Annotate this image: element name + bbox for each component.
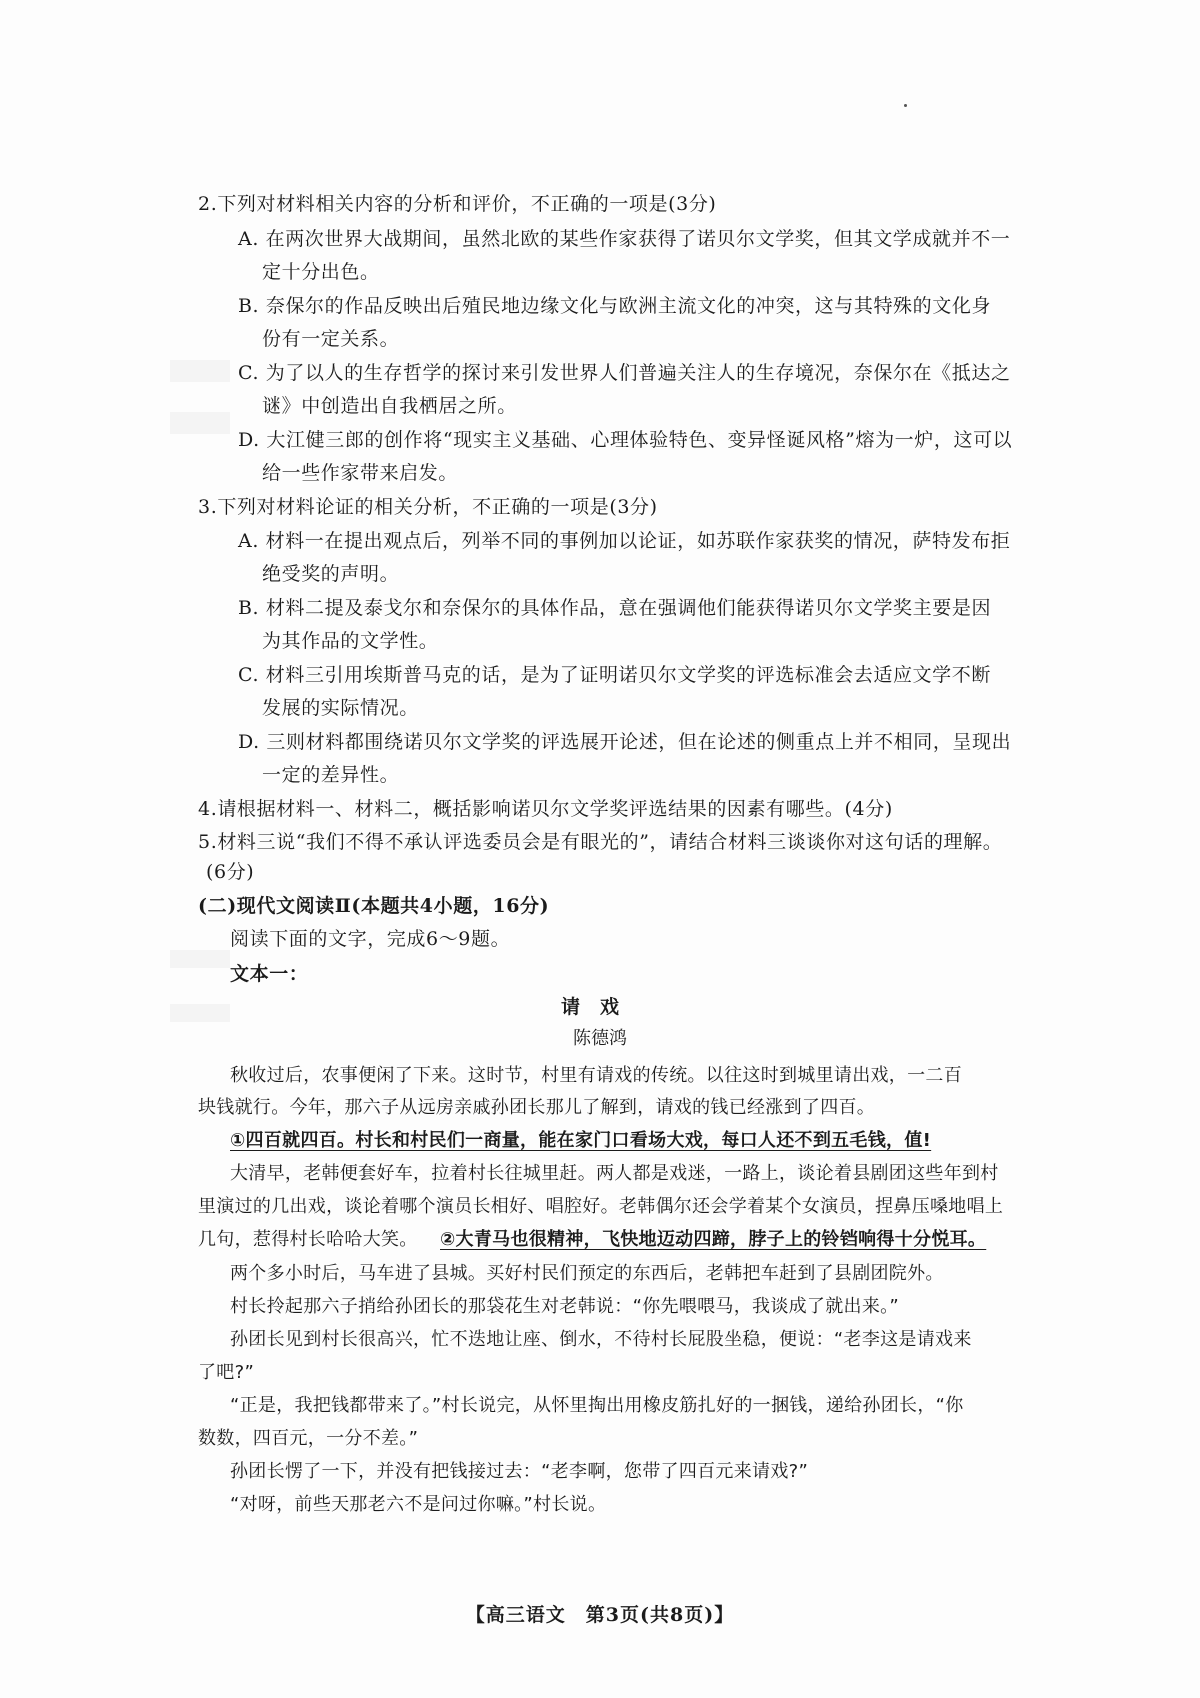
- question-2-option-c-cont: 谜》中创造出自我栖居之所。: [262, 395, 517, 417]
- question-2-option-a-cont: 定十分出色。: [262, 261, 380, 283]
- story-line: “对呀，前些天那老六不是问过你嘛。”村长说。: [230, 1494, 607, 1515]
- question-3-option-d: D. 三则材料都围绕诺贝尔文学奖的评选展开论述，但在论述的侧重点上并不相同，呈现出: [238, 731, 1012, 753]
- story-line: 秋收过后，农事便闲了下来。这时节，村里有请戏的传统。以往这时到城里请出戏，一二百: [230, 1065, 962, 1086]
- question-2-option-d: D. 大江健三郎的创作将“现实主义基础、心理体验特色、变异怪诞风格”熔为一炉，这可以: [238, 429, 1013, 451]
- story-underlined-sentence-1: ①四百就四百。村长和村民们一商量，能在家门口看场大戏，每口人还不到五毛钱，值!: [230, 1130, 932, 1151]
- question-2-option-c: C. 为了以人的生存哲学的探讨来引发世界人们普遍关注人的生存境况，奈保尔在《抵达之: [238, 362, 1011, 384]
- text-one-label: 文本一：: [230, 963, 309, 985]
- story-line: 块钱就行。今年，那六子从远房亲戚孙团长那儿了解到，请戏的钱已经涨到了四百。: [198, 1097, 876, 1118]
- story-line: 大清早，老韩便套好车，拉着村长往城里赶。两人都是戏迷，一路上，谈论着县剧团这些年到村: [230, 1163, 999, 1184]
- question-3-option-d-cont: 一定的差异性。: [262, 764, 400, 786]
- question-2-option-a: A. 在两次世界大战期间，虽然北欧的某些作家获得了诺贝尔文学奖，但其文学成就并不一: [238, 228, 1011, 250]
- story-line: 两个多小时后，马车进了县城。买好村民们预定的东西后，老韩把车赶到了县剧团院外。: [230, 1263, 944, 1284]
- question-2-option-d-cont: 给一些作家带来启发。: [262, 462, 459, 484]
- page-footer: 【高三语文 第3页(共8页)】: [465, 1604, 735, 1626]
- section-heading: (二)现代文阅读Ⅱ(本题共4小题，16分): [198, 895, 550, 917]
- question-4: 4.请根据材料一、材料二，概括影响诺贝尔文学奖评选结果的因素有哪些。(4分): [198, 798, 893, 820]
- scan-smudge: [170, 950, 230, 968]
- question-2-stem: 2.下列对材料相关内容的分析和评价，不正确的一项是(3分): [198, 193, 717, 215]
- story-line: 数数，四百元，一分不差。”: [198, 1428, 419, 1449]
- story-line: 村长拎起那六子捎给孙团长的那袋花生对老韩说：“你先喂喂马，我谈成了就出来。”: [230, 1296, 900, 1317]
- question-3-option-a: A. 材料一在提出观点后，列举不同的事例加以论证，如苏联作家获奖的情况，萨特发布拒: [238, 530, 1011, 552]
- story-line: “正是，我把钱都带来了。”村长说完，从怀里掏出用橡皮筋扎好的一捆钱，递给孙团长，“你: [230, 1395, 964, 1416]
- scan-smudge: [170, 412, 230, 434]
- section-instruction: 阅读下面的文字，完成6～9题。: [230, 928, 511, 950]
- scan-smudge: [170, 1004, 230, 1022]
- story-underlined-sentence-2: ②大青马也很精神，飞快地迈动四蹄，脖子上的铃铛响得十分悦耳。: [440, 1229, 987, 1250]
- story-line: 几句，惹得村长哈哈大笑。: [198, 1229, 418, 1250]
- scan-smudge: [170, 360, 230, 382]
- story-line: 里演过的几出戏，谈论着哪个演员长相好、唱腔好。老韩偶尔还会学着某个女演员，捏鼻压嗓地唱上: [198, 1196, 1004, 1217]
- scan-speck: [904, 104, 907, 107]
- question-5-cont: (6分): [206, 861, 255, 883]
- question-3-option-a-cont: 绝受奖的声明。: [262, 563, 400, 585]
- question-3-option-b-cont: 为其作品的文学性。: [262, 630, 439, 652]
- question-3-stem: 3.下列对材料论证的相关分析，不正确的一项是(3分): [198, 496, 658, 518]
- story-line: 孙团长见到村长很高兴，忙不迭地让座、倒水，不待村长屁股坐稳，便说：“老李这是请戏来: [230, 1329, 972, 1350]
- story-line: 孙团长愣了一下，并没有把钱接过去：“老李啊，您带了四百元来请戏?”: [230, 1461, 809, 1482]
- story-author: 陈德鸿: [573, 1028, 627, 1049]
- question-5: 5.材料三说“我们不得不承认评选委员会是有眼光的”，请结合材料三谈谈你对这句话的理解。: [198, 831, 1003, 853]
- question-3-option-c: C. 材料三引用埃斯普马克的话，是为了证明诺贝尔文学奖的评选标准会去适应文学不断: [238, 664, 991, 686]
- question-2-option-b-cont: 份有一定关系。: [262, 328, 400, 350]
- question-2-option-b: B. 奈保尔的作品反映出后殖民地边缘文化与欧洲主流文化的冲突，这与其特殊的文化身: [238, 295, 992, 317]
- question-3-option-c-cont: 发展的实际情况。: [262, 697, 419, 719]
- question-3-option-b: B. 材料二提及泰戈尔和奈保尔的具体作品，意在强调他们能获得诺贝尔文学奖主要是因: [238, 597, 992, 619]
- story-line: 了吧?”: [198, 1362, 255, 1383]
- story-title: 请戏: [560, 996, 639, 1018]
